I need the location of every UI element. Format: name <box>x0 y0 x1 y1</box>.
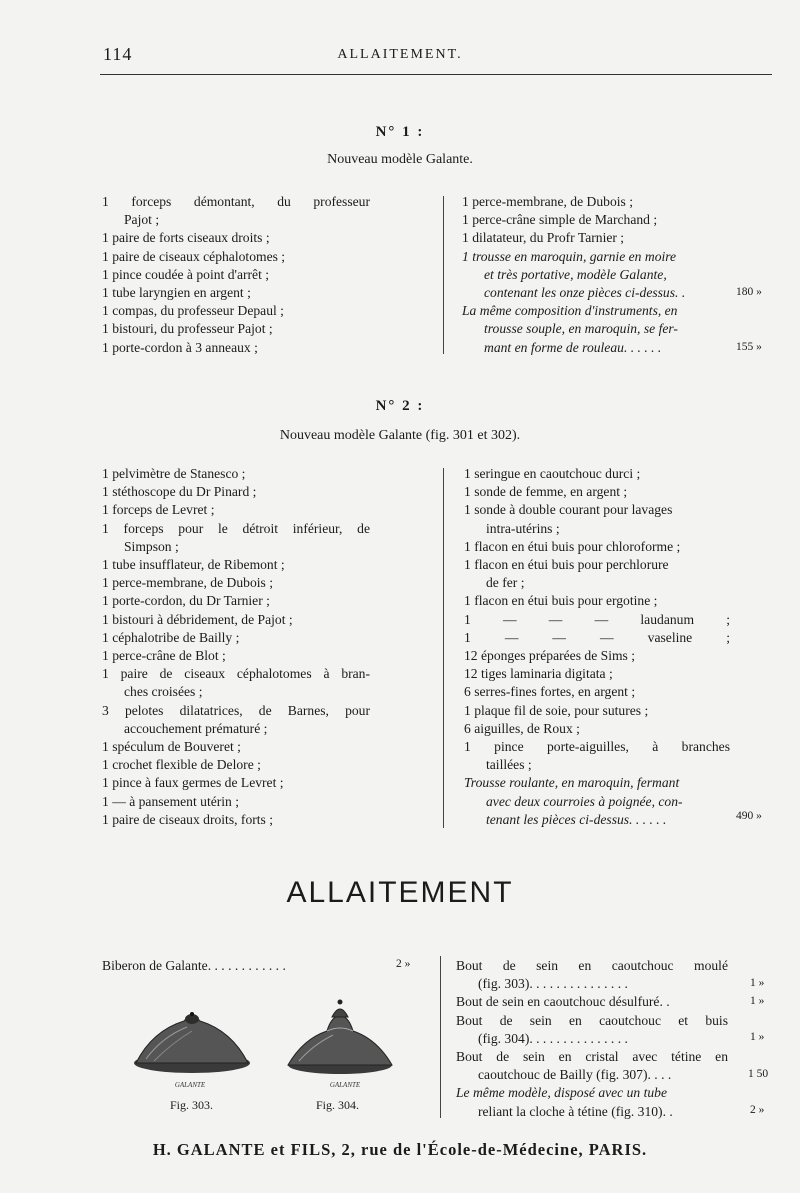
header-rule <box>100 74 772 75</box>
list-item: mant en forme de rouleau. . . . . . <box>484 339 662 355</box>
list-item: 1 tube laryngien en argent ; <box>102 285 251 301</box>
list-item: 12 éponges préparées de Sims ; <box>464 648 636 664</box>
price-meme-modele: 2 » <box>750 1104 765 1116</box>
list-item: 1 paire de forts ciseaux droits ; <box>102 230 270 246</box>
price-bout-sein-buis: 1 » <box>750 1031 765 1043</box>
page-number: 114 <box>103 44 133 64</box>
list-item: Bout de sein en caoutchouc désulfuré. . <box>456 994 670 1010</box>
list-item: 1 paire de ciseaux droits, forts ; <box>102 811 274 827</box>
list-item: 1 pince coudée à point d'arrêt ; <box>102 266 270 282</box>
list-item: (fig. 303). . . . . . . . . . . . . . . <box>478 976 628 992</box>
list-item: taillées ; <box>486 757 532 773</box>
list-item: 1 stéthoscope du Dr Pinard ; <box>102 484 257 500</box>
list-item: La même composition d'instruments, en <box>462 303 678 319</box>
list-item: Bout de sein en caoutchouc moulé <box>456 958 728 973</box>
list-item: 1 bistouri à débridement, de Pajot ; <box>102 611 293 627</box>
fig-304-nipple-shield-illustration <box>285 995 395 1090</box>
list-item: intra-utérins ; <box>486 520 560 536</box>
list-item: 1 forceps pour le détroit inférieur, de <box>102 520 370 536</box>
list-item: Trousse roulante, en maroquin, fermant <box>464 775 680 791</box>
fig-303-label: GALANTE <box>174 1081 206 1089</box>
allaitement-right-list <box>456 957 728 1121</box>
running-title: ALLAITEMENT. <box>337 47 463 62</box>
list-item: 6 aiguilles, de Roux ; <box>464 720 580 736</box>
list-item: 1 flacon en étui buis pour chloroforme ; <box>464 538 681 554</box>
list-item: 1 trousse en maroquin, garnie en moire <box>462 248 677 264</box>
list-item: 1 perce-membrane, de Dubois ; <box>462 194 633 209</box>
list-item: 6 serres-fines fortes, en argent ; <box>464 684 636 700</box>
fig-304-caption: Fig. 304. <box>316 1098 360 1112</box>
list-item: Biberon de Galante. . . . . . . . . . . . <box>102 958 286 973</box>
biberon-line <box>102 957 392 975</box>
price-no1-a: 180 » <box>736 286 762 298</box>
section-title-allaitement: ALLAITEMENT <box>286 876 514 909</box>
list-item: 1 flacon en étui buis pour perchlorure <box>464 557 669 573</box>
list-item: 1 seringue en caoutchouc durci ; <box>464 466 641 481</box>
list-item: 1 paire de ciseaux céphalotomes ; <box>102 248 286 264</box>
list-item: 1 spéculum de Bouveret ; <box>102 739 241 755</box>
list-item: 1 dilatateur, du Profr Tarnier ; <box>462 230 625 246</box>
list-item: 12 tiges laminaria digitata ; <box>464 666 613 682</box>
list-item: 1 flacon en étui buis pour ergotine ; <box>464 593 658 609</box>
list-item: 1 — — — vaseline ; <box>464 629 730 645</box>
price-biberon: 2 » <box>396 958 411 970</box>
list-item: 1 plaque fil de soie, pour sutures ; <box>464 702 649 718</box>
list-item: 1 porte-cordon, du Dr Tarnier ; <box>102 593 270 609</box>
list-item: 1 sonde à double courant pour lavages <box>464 502 673 518</box>
list-item: 1 compas, du professeur Depaul ; <box>102 303 284 319</box>
section-subtitle-no1: Nouveau modèle Galante. <box>327 152 473 167</box>
list-item: 1 tube insufflateur, de Ribemont ; <box>102 557 285 573</box>
list-item: 1 perce-crâne de Blot ; <box>102 648 226 664</box>
list-item: Pajot ; <box>124 212 160 228</box>
list-item: ches croisées ; <box>124 684 203 700</box>
list-item: 3 pelotes dilatatrices, de Barnes, pour <box>102 702 370 718</box>
column-divider <box>443 196 444 354</box>
list-item: Bout de sein en caoutchouc et buis <box>456 1012 728 1028</box>
no2-right-list <box>464 465 730 829</box>
price-no1-b: 155 » <box>736 341 762 353</box>
list-item: 1 — — — laudanum ; <box>464 611 730 627</box>
list-item: 1 perce-crâne simple de Marchand ; <box>462 212 658 228</box>
section-subtitle-no2: Nouveau modèle Galante (fig. 301 et 302). <box>279 428 521 443</box>
list-item: (fig. 304). . . . . . . . . . . . . . . <box>478 1030 628 1046</box>
list-item: 1 perce-membrane, de Dubois ; <box>102 575 273 591</box>
fig-304-label: GALANTE <box>329 1081 361 1089</box>
no1-left-list <box>102 193 370 357</box>
list-item: 1 — à pansement utérin ; <box>102 793 240 809</box>
fig-303-caption: Fig. 303. <box>170 1098 214 1112</box>
section-heading-no2: N° 2 : <box>375 398 425 414</box>
list-item: 1 crochet flexible de Delore ; <box>102 757 261 773</box>
list-item: contenant les onze pièces ci-dessus. . <box>484 285 686 301</box>
no2-left-list <box>102 465 370 829</box>
list-item: Bout de sein en cristal avec tétine en <box>456 1049 728 1065</box>
fig-303-nipple-shield-illustration <box>132 995 252 1090</box>
list-item: 1 pelvimètre de Stanesco ; <box>102 466 246 481</box>
list-item: 1 bistouri, du professeur Pajot ; <box>102 321 273 337</box>
list-item: accouchement prématuré ; <box>124 720 268 736</box>
list-item: 1 pince à faux germes de Levret ; <box>102 775 284 791</box>
column-divider <box>443 468 444 828</box>
column-divider <box>440 956 441 1118</box>
list-item: 1 sonde de femme, en argent ; <box>464 484 628 500</box>
list-item: reliant la cloche à tétine (fig. 310). . <box>478 1103 673 1119</box>
list-item: 1 porte-cordon à 3 anneaux ; <box>102 339 258 355</box>
section-heading-no1: N° 1 : <box>375 124 425 140</box>
price-bout-sein-cristal: 1 50 <box>748 1068 769 1080</box>
list-item: 1 céphalotribe de Bailly ; <box>102 629 240 645</box>
list-item: trousse souple, en maroquin, se fer- <box>484 321 678 337</box>
list-item: avec deux courroies à poignée, con- <box>486 793 683 809</box>
list-item: 1 pince porte-aiguilles, à branches <box>464 739 730 755</box>
price-bout-sein-moule: 1 » <box>750 977 765 989</box>
list-item: Le même modèle, disposé avec un tube <box>456 1085 668 1101</box>
list-item: tenant les pièces ci-dessus. . . . . . <box>486 811 667 827</box>
list-item: Simpson ; <box>124 538 179 554</box>
list-item: de fer ; <box>486 575 525 591</box>
list-item: et très portative, modèle Galante, <box>484 266 667 282</box>
list-item: 1 forceps démontant, du professeur <box>102 194 370 209</box>
publisher-footer: H. GALANTE et FILS, 2, rue de l'École-de-Médecine, PARIS. <box>152 1140 648 1159</box>
price-no2: 490 » <box>736 810 762 822</box>
price-bout-sein-desulfure: 1 » <box>750 995 765 1007</box>
list-item: caoutchouc de Bailly (fig. 307). . . . <box>478 1067 672 1083</box>
list-item: 1 paire de ciseaux céphalotomes à bran- <box>102 666 370 682</box>
list-item: 1 forceps de Levret ; <box>102 502 215 518</box>
no1-right-list <box>462 193 728 357</box>
